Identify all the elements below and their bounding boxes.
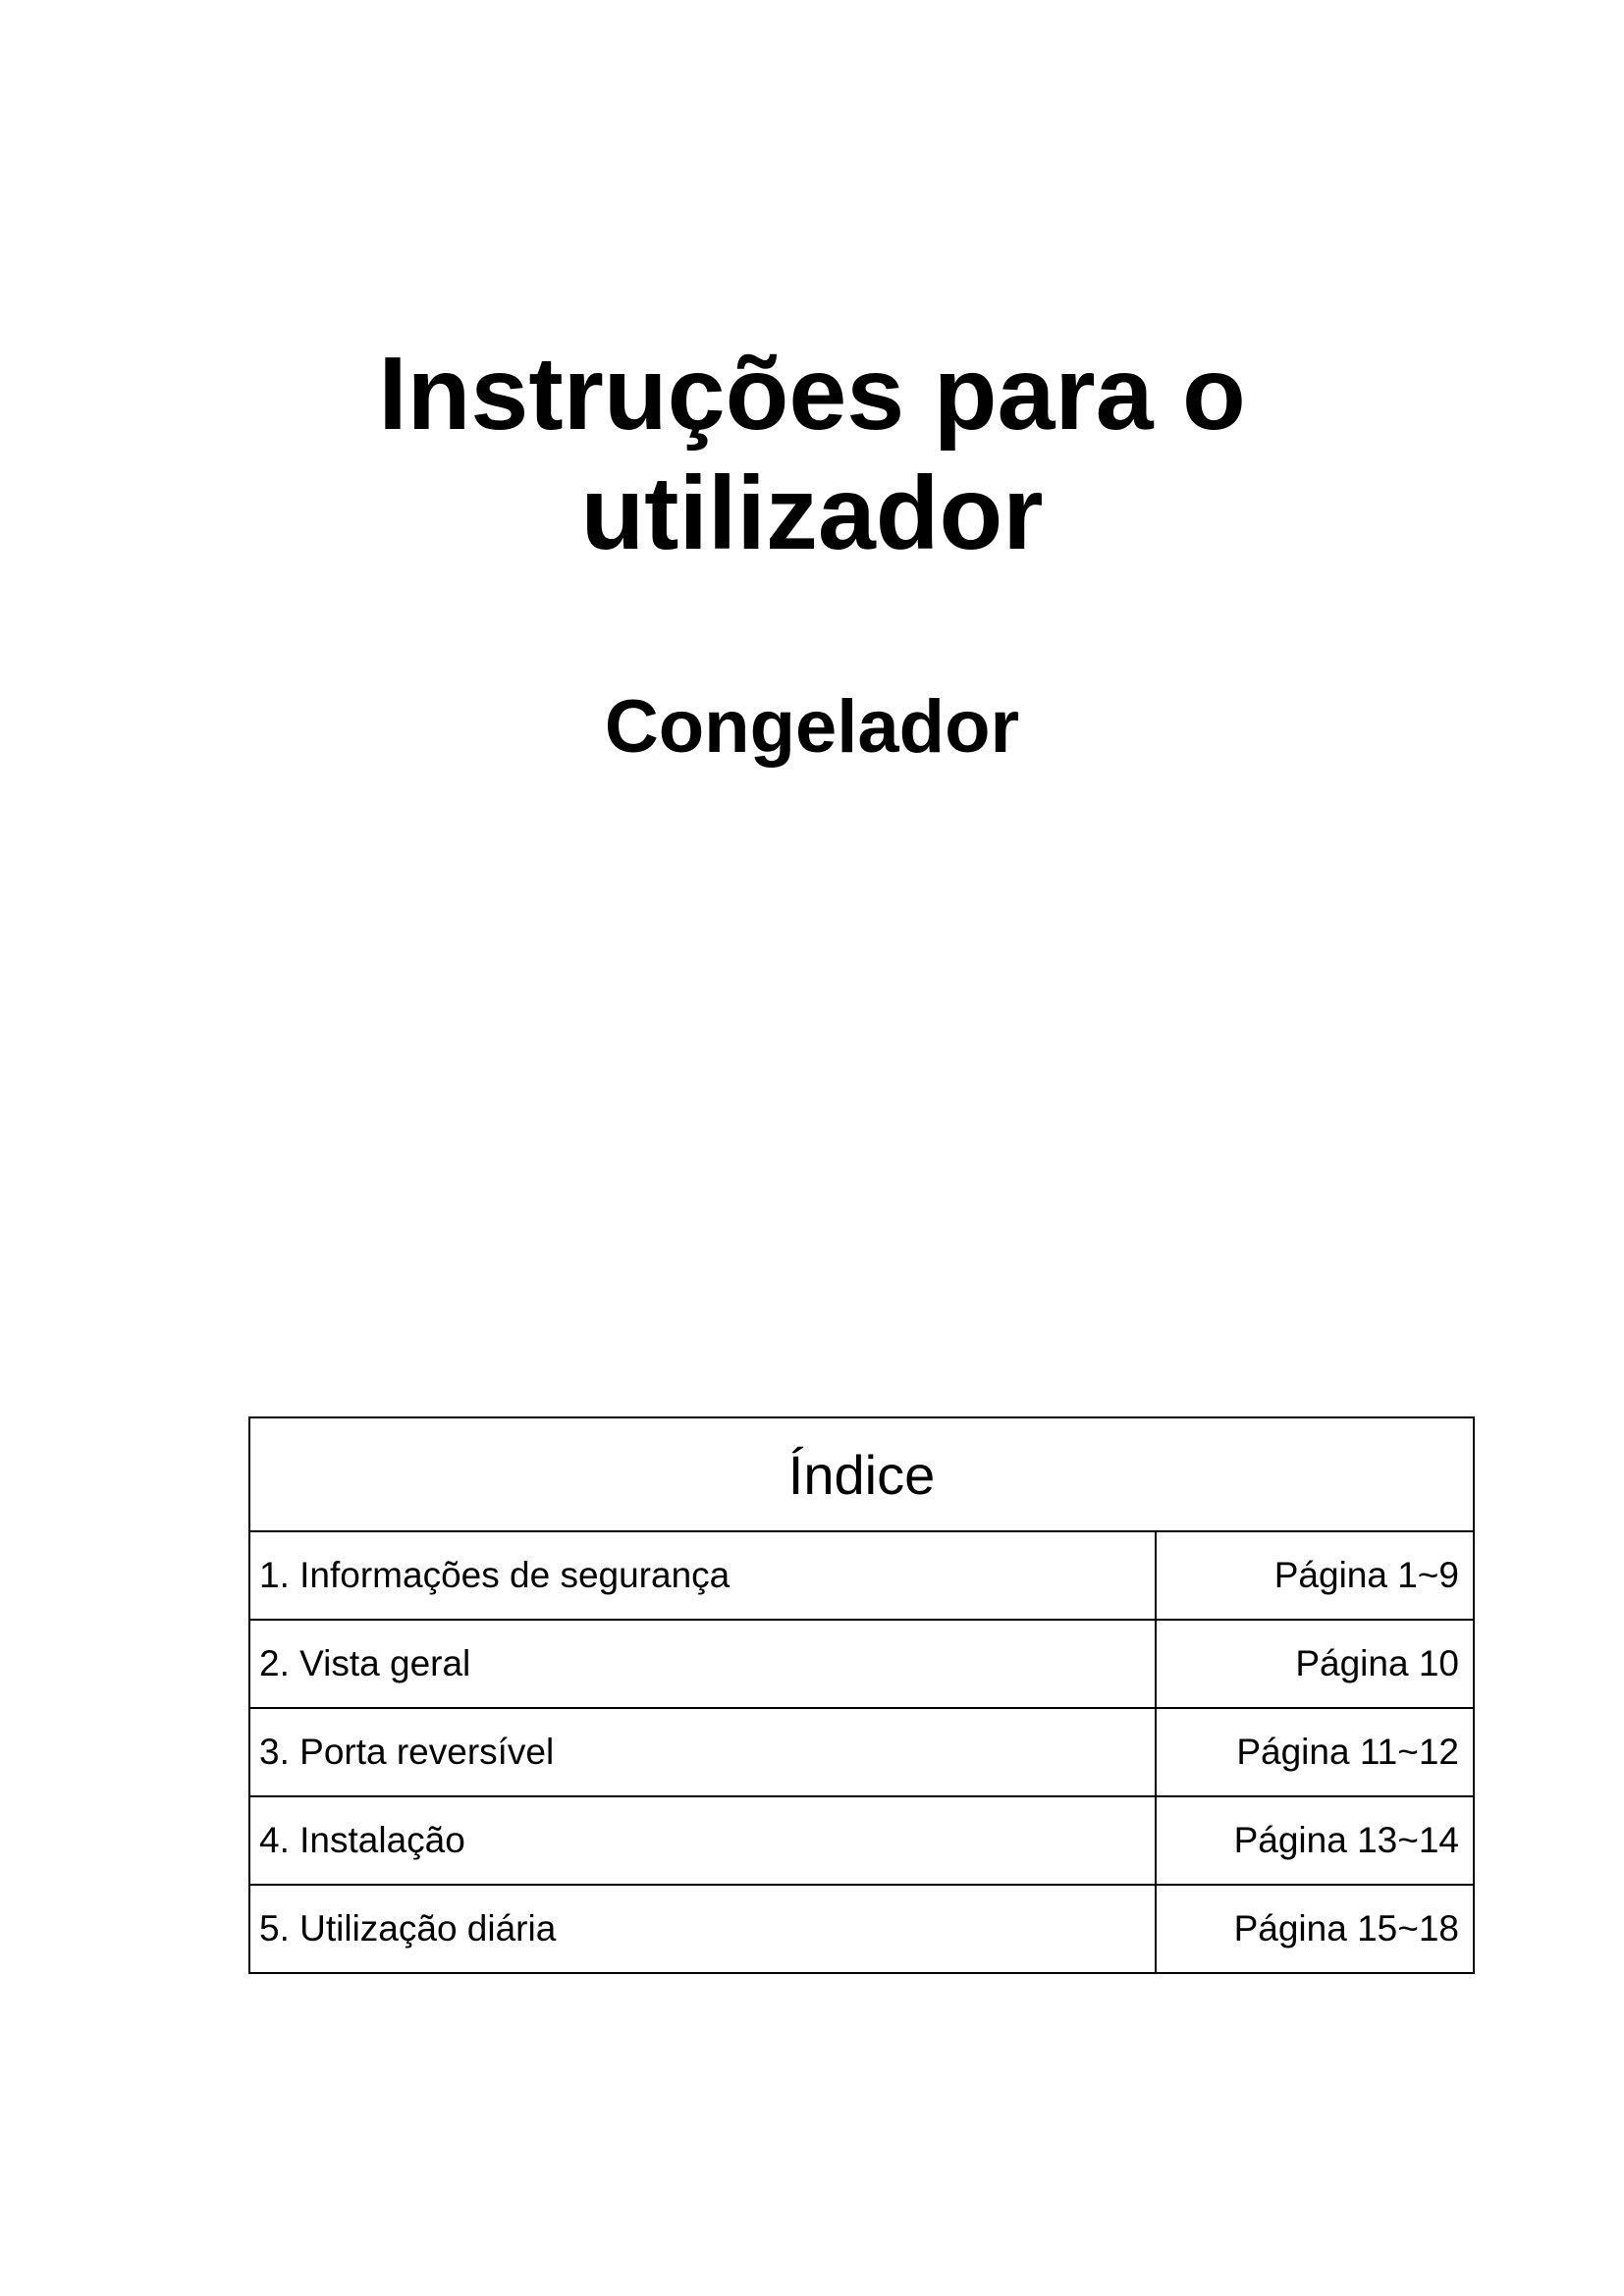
toc-section-title: 3. Porta reversível [249, 1708, 1156, 1796]
toc-heading: Índice [249, 1417, 1474, 1531]
document-title [0, 334, 1624, 573]
toc-page-range: Página 1~9 [1156, 1531, 1474, 1620]
document-title-line-1: Instruções para o [378, 336, 1246, 452]
toc-row [249, 1796, 1474, 1885]
toc-section-title: 1. Informações de segurança [249, 1531, 1156, 1620]
document-subtitle: Congelador [604, 685, 1020, 769]
toc-row [249, 1531, 1474, 1620]
toc-header-row [249, 1417, 1474, 1531]
toc-page-range: Página 11~12 [1156, 1708, 1474, 1796]
toc-section-title: 4. Instalação [249, 1796, 1156, 1885]
toc-section-title: 5. Utilização diária [249, 1885, 1156, 1973]
toc-page-range: Página 13~14 [1156, 1796, 1474, 1885]
toc-section-title: 2. Vista geral [249, 1620, 1156, 1708]
toc-page-range: Página 10 [1156, 1620, 1474, 1708]
table-of-contents [248, 1416, 1475, 1974]
toc-row [249, 1620, 1474, 1708]
document-title-line-2: utilizador [580, 455, 1044, 571]
toc-page-range: Página 15~18 [1156, 1885, 1474, 1973]
toc-row [249, 1708, 1474, 1796]
toc-row [249, 1885, 1474, 1973]
